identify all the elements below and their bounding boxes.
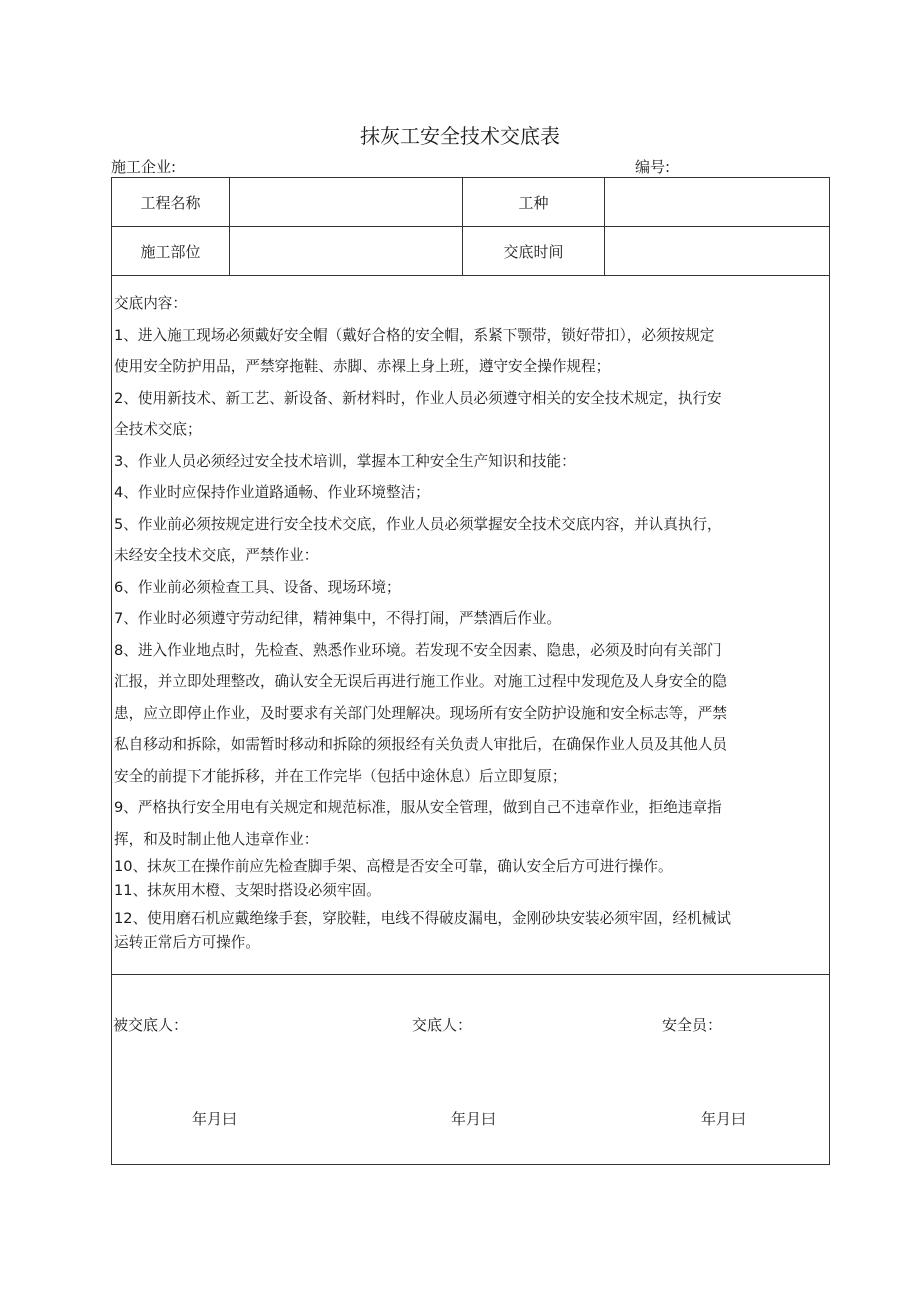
page-title: 抹灰工安全技术交底表: [360, 124, 560, 148]
content-line: 安全的前提下才能拆移，并在工作完毕（包括中途休息）后立即复原；: [114, 767, 567, 785]
recipient-label: 被交底人：: [113, 1016, 189, 1034]
content-line: 运转正常后方可操作。: [114, 934, 260, 951]
number-label: 编号:: [635, 158, 671, 176]
company-label: 施工企业:: [111, 158, 177, 176]
content-line: 5、作业前必须按规定进行安全技术交底，作业人员必须掌握安全技术交底内容，并认真执行，: [114, 515, 722, 533]
content-line: 未经安全技术交底，严禁作业：: [114, 547, 319, 564]
section-label: 施工部位: [140, 242, 201, 261]
content-line: 汇报，并立即处理整改，确认安全无误后再进行施工作业。对施工过程中发现危及人身安全的隐: [114, 673, 727, 690]
content-line: 私自移动和拆除，如需暂时移动和拆除的须报经有关负责人审批后，在确保作业人员及其他人员: [114, 736, 727, 753]
content-line: 4、作业时应保持作业道路通畅、作业环境整洁；: [114, 484, 430, 501]
content-line: 使用安全防护用品，严禁穿拖鞋、赤脚、赤裸上身上班，遵守安全操作规程；: [114, 358, 611, 375]
content-line: 全技术交底；: [114, 421, 202, 438]
row-divider: [112, 974, 829, 975]
content-line: 9、严格执行安全用电有关规定和规范标准，服从安全管理，做到自己不违章作业，拒绝违章指: [114, 799, 722, 816]
trade-field[interactable]: [605, 178, 829, 226]
trade-label: 工种: [518, 193, 549, 212]
disclosure-content: [114, 284, 827, 955]
content-line: 3、作业人员必须经过安全技术培训，掌握本工种安全生产知识和技能：: [114, 452, 576, 470]
project-name-label: 工程名称: [140, 193, 201, 212]
giver-label: 交底人：: [412, 1016, 473, 1034]
content-heading: 交底内容：: [114, 295, 187, 312]
time-field[interactable]: [605, 227, 829, 275]
project-name-field[interactable]: [230, 178, 462, 226]
recipient-date: 年月曰: [192, 1110, 238, 1128]
content-line: 2、使用新技术、新工艺、新设备、新材料时，作业人员必须遵守相关的安全技术规定，执行安: [114, 389, 722, 407]
content-line: 1、进入施工现场必须戴好安全帽（戴好合格的安全帽，系紧下颚带，锁好带扣），必须按规定: [114, 326, 715, 344]
section-field[interactable]: [230, 227, 462, 275]
row-divider: [112, 275, 829, 276]
content-line: 8、进入作业地点时，先检查、熟悉作业环境。若发现不安全因素、隐患，必须及时向有关部门: [114, 641, 722, 659]
disclosure-form: [111, 177, 830, 1165]
content-line: 6、作业前必须检查工具、设备、现场环境；: [114, 578, 401, 596]
content-line: 挥，和及时制止他人违章作业：: [114, 830, 319, 848]
content-line: 10、抹灰工在操作前应先检查脚手架、高橙是否安全可靠，确认安全后方可进行操作。: [114, 858, 673, 875]
safety-officer-date: 年月曰: [701, 1110, 747, 1128]
giver-date: 年月曰: [451, 1110, 497, 1128]
content-line: 12、使用磨石机应戴绝缘手套，穿胶鞋，电线不得破皮漏电，金刚砂块安装必须牢固，经机械试: [114, 910, 731, 927]
content-line: 患，应立即停止作业，及时要求有关部门处理解决。现场所有安全防护设施和安全标志等，严禁: [114, 704, 727, 722]
time-label: 交底时间: [503, 242, 564, 261]
content-line: 11、抹灰用木橙、支架时搭设必须牢固。: [114, 882, 381, 899]
safety-officer-label: 安全员：: [662, 1016, 723, 1034]
content-line: 7、作业时必须遵守劳动纪律，精神集中，不得打闹，严禁酒后作业。: [114, 610, 562, 627]
